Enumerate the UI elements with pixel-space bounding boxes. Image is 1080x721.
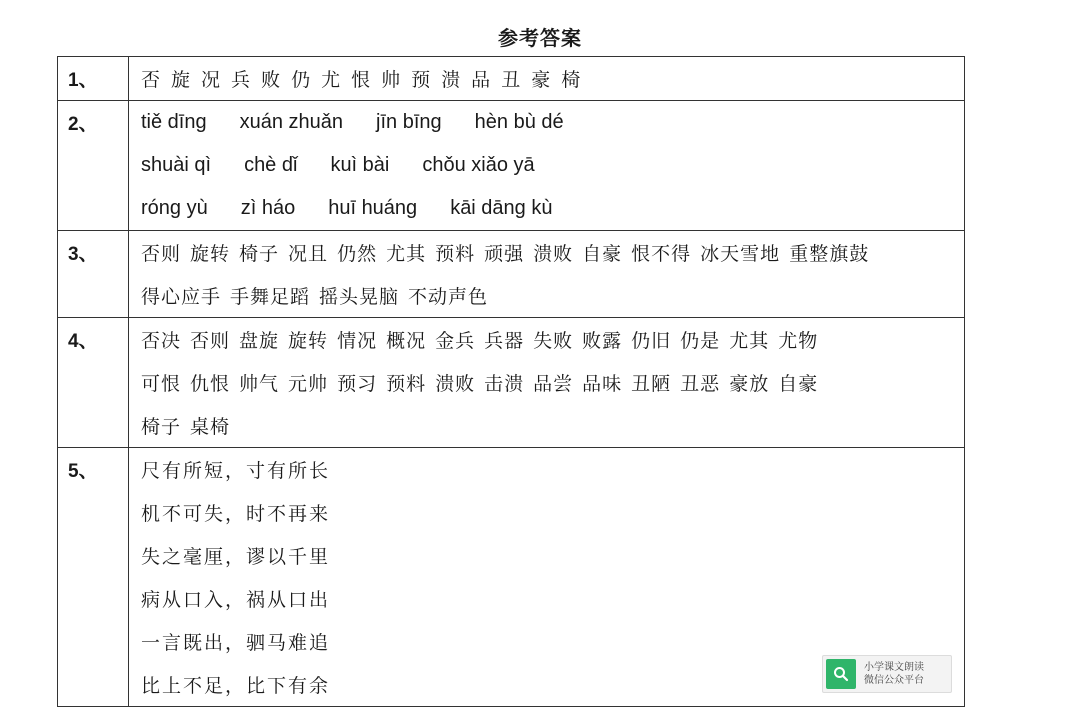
answer-word: 手舞足蹈	[230, 286, 311, 308]
char-list	[141, 57, 964, 100]
question-number-label: 4、	[68, 331, 98, 352]
answer-word: 帅气	[239, 373, 280, 395]
question-number-label: 2、	[68, 114, 98, 135]
answer-word: 椅子	[239, 243, 280, 265]
proverb-line: 一言既出，驷马难追	[141, 632, 331, 654]
watermark-text	[864, 661, 924, 687]
answer-word: 失败	[533, 330, 574, 352]
wechat-watermark	[822, 655, 952, 693]
answer-char: 预	[411, 69, 432, 91]
answer-word: 品尝	[533, 373, 574, 395]
answer-word: 预习	[337, 373, 378, 395]
pinyin-word: xuán zhuǎn	[239, 111, 344, 133]
answer-word: 溃败	[533, 243, 574, 265]
word-line	[141, 404, 964, 447]
question-number-label: 5、	[68, 461, 98, 482]
answer-word: 元帅	[288, 373, 329, 395]
answer-word: 不动声色	[408, 286, 489, 308]
pinyin-word: kāi dāng kù	[450, 197, 553, 219]
answer-word: 尤物	[778, 330, 819, 352]
pinyin-word: huī huáng	[328, 197, 418, 219]
pinyin-word: shuài qì	[141, 154, 212, 176]
answer-row-2	[58, 101, 965, 231]
proverb-line: 病从口入，祸从口出	[141, 589, 331, 611]
answer-content	[129, 101, 965, 231]
answer-word: 仇恨	[190, 373, 231, 395]
answer-word: 败露	[582, 330, 623, 352]
word-line	[141, 318, 964, 361]
page-title: 参考答案	[498, 26, 582, 50]
answer-char: 恨	[351, 69, 372, 91]
answer-char: 尤	[321, 69, 342, 91]
proverb-line: 比上不足，比下有余	[141, 675, 331, 697]
answer-word: 顽强	[484, 243, 525, 265]
answer-word: 自豪	[582, 243, 623, 265]
answer-char: 旋	[171, 69, 192, 91]
answer-word: 否则	[190, 330, 231, 352]
proverb-line: 尺有所短，寸有所长	[141, 460, 331, 482]
question-number	[58, 57, 129, 101]
answer-word: 椅子	[141, 416, 182, 438]
answer-word: 情况	[337, 330, 378, 352]
answer-word: 尤其	[729, 330, 770, 352]
answer-word: 得心应手	[141, 286, 222, 308]
answer-char: 椅	[561, 69, 582, 91]
answer-word: 仍然	[337, 243, 378, 265]
answer-word: 否决	[141, 330, 182, 352]
question-number	[58, 231, 129, 318]
answer-word: 金兵	[435, 330, 476, 352]
answer-char: 兵	[231, 69, 252, 91]
answer-word: 重整旗鼓	[789, 243, 870, 265]
answer-word: 豪放	[729, 373, 770, 395]
answer-row-1	[58, 57, 965, 101]
answer-word: 品味	[582, 373, 623, 395]
question-number	[58, 448, 129, 707]
answer-word: 否则	[141, 243, 182, 265]
pinyin-word: kuì bài	[330, 154, 390, 176]
question-number-label: 1、	[68, 70, 98, 91]
answer-word: 旋转	[288, 330, 329, 352]
pinyin-line	[141, 144, 964, 187]
watermark-line-1: 小学课文朗读	[864, 662, 924, 673]
pinyin-word: jīn bīng	[376, 111, 442, 133]
pinyin-word: chè dǐ	[244, 154, 298, 176]
answer-word: 丑陋	[631, 373, 672, 395]
word-line	[141, 274, 964, 317]
answer-word: 溃败	[435, 373, 476, 395]
answer-table	[57, 56, 965, 707]
answer-char: 溃	[441, 69, 462, 91]
answer-word: 摇头晃脑	[319, 286, 400, 308]
answer-char: 仍	[291, 69, 312, 91]
answer-char: 丑	[501, 69, 522, 91]
pinyin-line	[141, 101, 964, 144]
pinyin-line	[141, 187, 964, 230]
answer-word: 旋转	[190, 243, 231, 265]
answer-content	[129, 57, 965, 101]
answer-word: 桌椅	[190, 416, 231, 438]
answer-word: 盘旋	[239, 330, 280, 352]
answer-char: 帅	[381, 69, 402, 91]
question-number-label: 3、	[68, 244, 98, 265]
answer-word: 可恨	[141, 373, 182, 395]
answer-char: 败	[261, 69, 282, 91]
word-line	[141, 231, 964, 274]
answer-row-3	[58, 231, 965, 318]
answer-char: 否	[141, 69, 162, 91]
answer-char: 豪	[531, 69, 552, 91]
answer-word: 恨不得	[631, 243, 692, 265]
proverb-line: 机不可失，时不再来	[141, 503, 331, 525]
search-icon	[826, 659, 856, 689]
pinyin-word: tiě dīng	[141, 111, 207, 133]
proverb-line: 失之毫厘，谬以千里	[141, 546, 331, 568]
question-number	[58, 101, 129, 231]
pinyin-word: róng yù	[141, 197, 208, 219]
answer-word: 预料	[386, 373, 427, 395]
answer-word: 兵器	[484, 330, 525, 352]
answer-word: 仍旧	[631, 330, 672, 352]
question-number	[58, 318, 129, 448]
answer-word: 尤其	[386, 243, 427, 265]
pinyin-word: hèn bù dé	[474, 111, 564, 133]
answer-word: 概况	[386, 330, 427, 352]
answer-word: 丑恶	[680, 373, 721, 395]
watermark-line-2: 微信公众平台	[864, 675, 924, 686]
pinyin-word: chǒu xiǎo yā	[422, 154, 535, 176]
answer-content	[129, 231, 965, 318]
answer-word: 冰天雪地	[700, 243, 781, 265]
answer-char: 品	[471, 69, 492, 91]
answer-content	[129, 318, 965, 448]
pinyin-word: zì háo	[240, 197, 296, 219]
answer-word: 况且	[288, 243, 329, 265]
answer-word: 自豪	[778, 373, 819, 395]
answer-word: 击溃	[484, 373, 525, 395]
word-line	[141, 361, 964, 404]
answer-row-4	[58, 318, 965, 448]
answer-word: 仍是	[680, 330, 721, 352]
answer-char: 况	[201, 69, 222, 91]
answer-word: 预料	[435, 243, 476, 265]
